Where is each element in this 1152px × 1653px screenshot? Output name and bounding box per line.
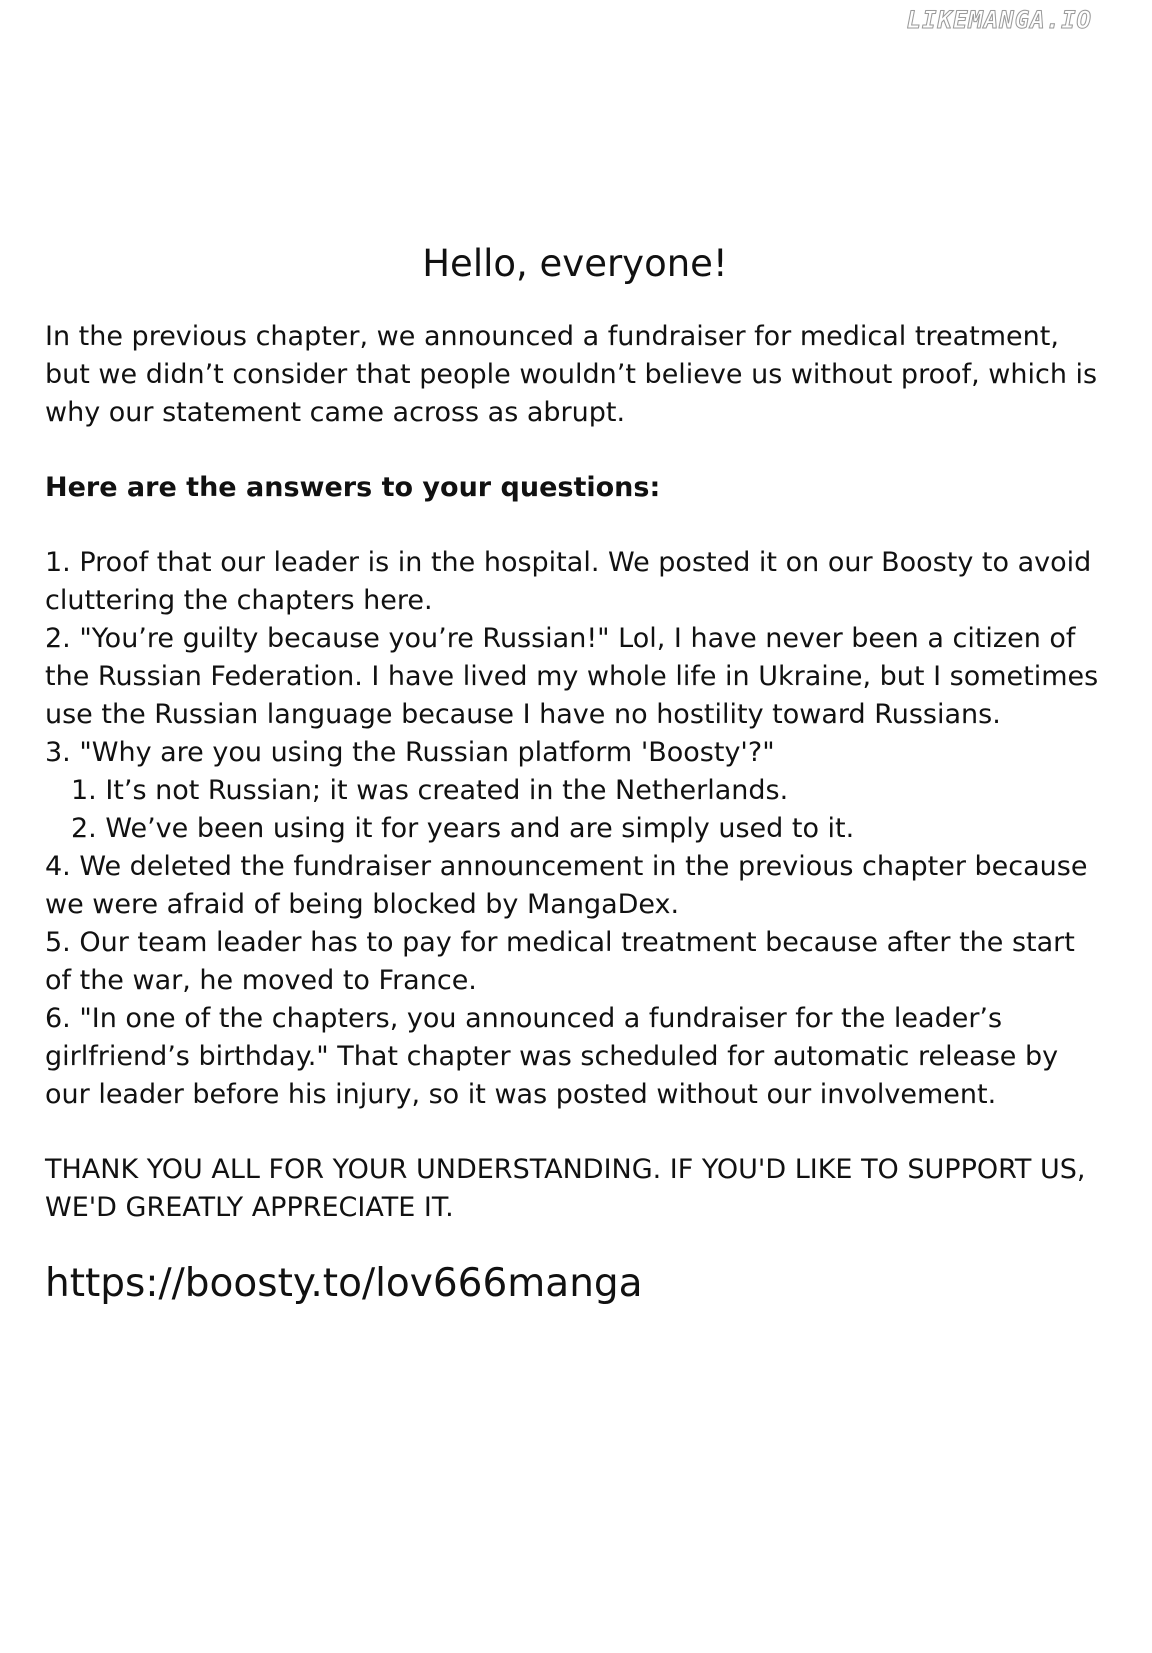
watermark: LIKEMANGA.IO (906, 6, 1092, 34)
page-title: Hello, everyone! (422, 242, 728, 285)
answer-item-3: 3. "Why are you using the Russian platform 'Boosty'?" (45, 737, 775, 768)
answer-item-5: 5. Our team leader has to pay for medical treatment because after the start of the war, he moved to France. (45, 927, 1075, 996)
notice-body (45, 240, 1105, 1309)
answer-sub-item-1: 1. It’s not Russian; it was created in the Netherlands. (71, 775, 789, 806)
answer-item-2: 2. "You’re guilty because you’re Russian!" Lol, I have never been a citizen of the Russian Federation. I have lived my whole life in Ukraine, but I sometimes use the Russian language because I have no hostility toward Russians. (45, 623, 1099, 730)
intro-paragraph: In the previous chapter, we announced a fundraiser for medical treatment, but we didn’t consider that people wouldn’t believe us without proof, which is why our statement came across as abrupt. (45, 321, 1098, 428)
answers-list (45, 544, 1105, 1114)
answers-heading: Here are the answers to your questions: (45, 472, 661, 503)
answer-item-1: 1. Proof that our leader is in the hospital. We posted it on our Boosty to avoid cluttering the chapters here. (45, 547, 1092, 616)
boosty-link[interactable]: https://boosty.to/lov666manga (45, 1261, 643, 1306)
answer-sub-item-2: 2. We’ve been using it for years and are simply used to it. (71, 813, 855, 844)
closing-message: THANK YOU ALL FOR YOUR UNDERSTANDING. IF YOU'D LIKE TO SUPPORT US, WE'D GREATLY APPRECIATE IT. (45, 1154, 1086, 1223)
answer-item-4: 4. We deleted the fundraiser announcement in the previous chapter because we were afraid of being blocked by MangaDex. (45, 851, 1088, 920)
answer-item-6: 6. "In one of the chapters, you announced a fundraiser for the leader’s girlfriend’s birthday." That chapter was scheduled for automatic release by our leader before his injury, so it was posted without our involvement. (45, 1003, 1059, 1110)
